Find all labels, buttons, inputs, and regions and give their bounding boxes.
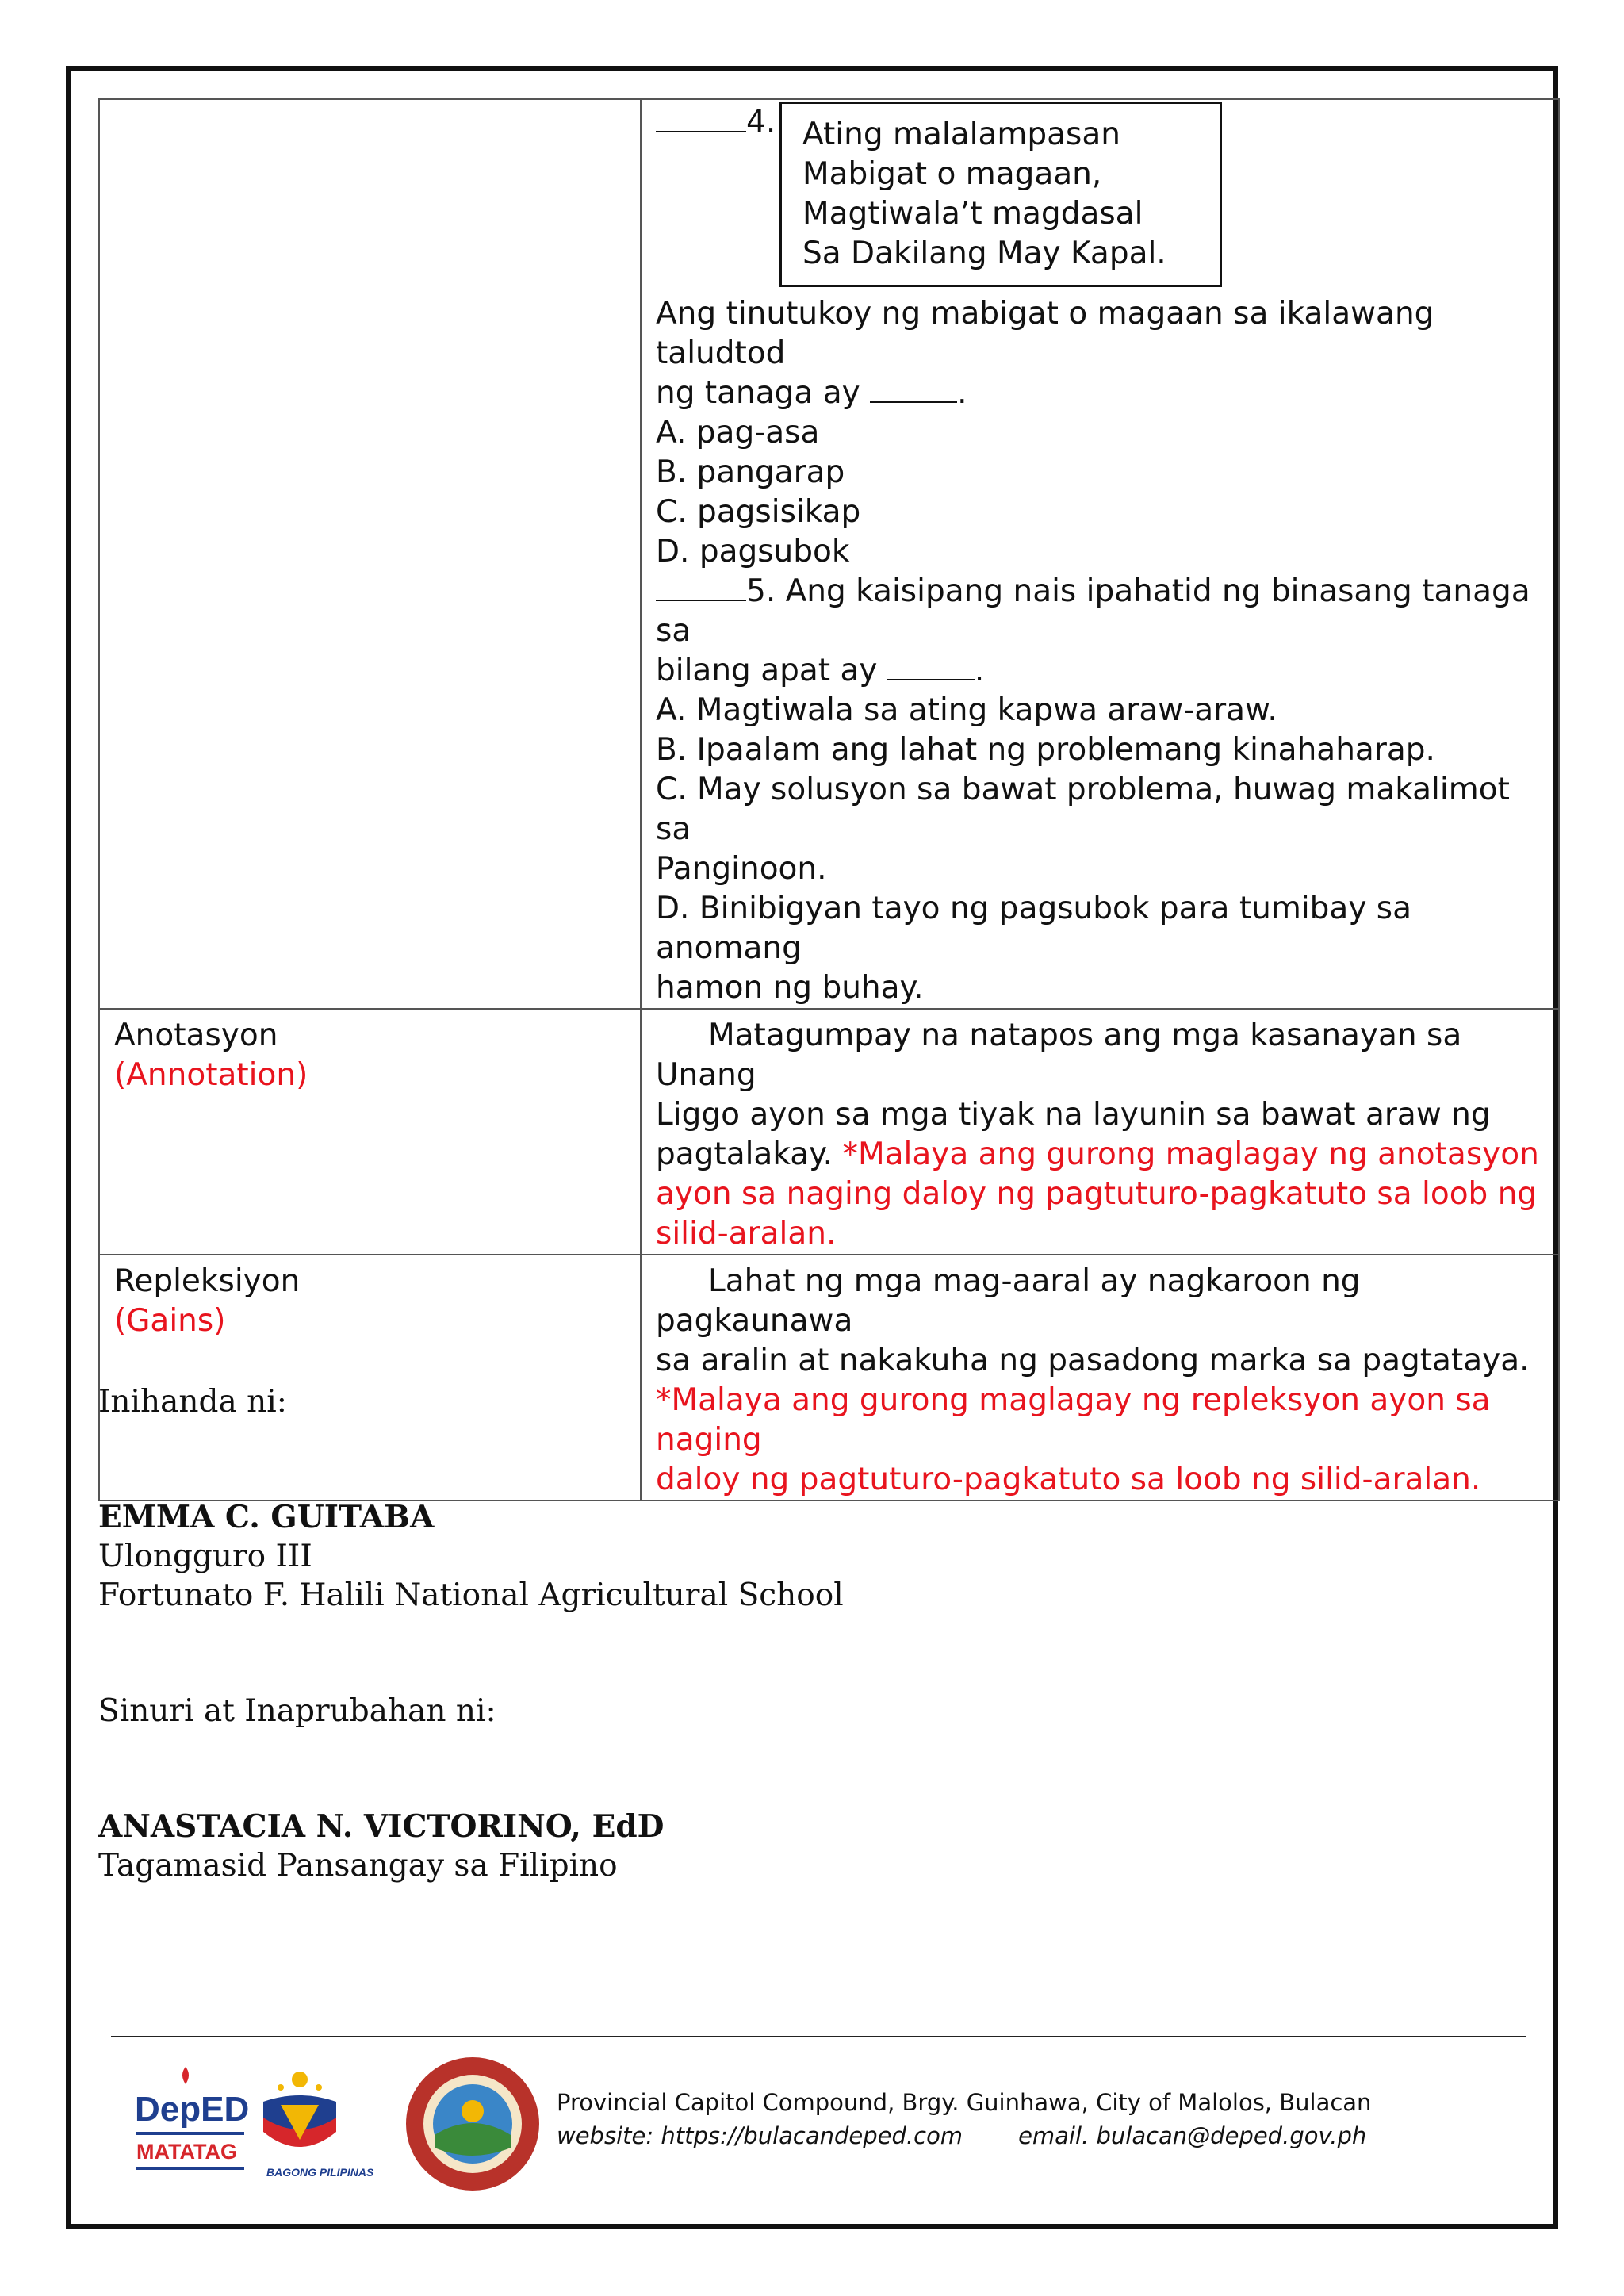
annotation-label: Anotasyon bbox=[114, 1018, 278, 1053]
choice-d: D. pagsubok bbox=[656, 534, 850, 569]
annotation-label-en: (Annotation) bbox=[114, 1057, 308, 1093]
choice-c-cont: Panginoon. bbox=[656, 851, 827, 887]
footer-email[interactable]: email. bulacan@deped.gov.ph bbox=[1018, 2122, 1367, 2149]
annotation-note: silid-aralan. bbox=[656, 1216, 837, 1251]
question-5-stem-cont: bilang apat ay . bbox=[656, 653, 985, 688]
choice-c: C. May solusyon sa bawat problema, huwag makalimot sa bbox=[656, 772, 1510, 847]
question-4-number: 4. bbox=[656, 103, 776, 143]
annotation-text: Liggo ayon sa mga tiyak na layunin sa bawat araw ng bbox=[656, 1097, 1491, 1133]
tanaga-poem-box bbox=[779, 102, 1222, 287]
choice-a: A. pag-asa bbox=[656, 415, 820, 450]
lesson-plan-table bbox=[98, 98, 1560, 1501]
reflection-note: *Malaya ang gurong maglagay ng repleksyon ayon sa naging bbox=[656, 1382, 1491, 1458]
poem-line: Magtiwala’t magdasal bbox=[802, 196, 1143, 232]
annotation-row bbox=[99, 1009, 1559, 1255]
footer-web-email bbox=[557, 2119, 1508, 2152]
poem-line: Mabigat o magaan, bbox=[802, 156, 1102, 192]
question-4-header bbox=[656, 100, 1544, 294]
annotation-content-cell bbox=[641, 1009, 1559, 1255]
poem-line: Ating malalampasan bbox=[802, 117, 1120, 152]
footer-contact bbox=[557, 2086, 1508, 2152]
reflection-label-en: (Gains) bbox=[114, 1303, 226, 1339]
footer-logos bbox=[130, 2056, 542, 2195]
question-5-stem: 5. Ang kaisipang nais ipahatid ng binasang tanaga sa bbox=[656, 573, 1530, 649]
footer-website[interactable]: website: https://bulacandeped.com bbox=[557, 2122, 963, 2149]
preparer-title: Ulongguro III bbox=[98, 1539, 312, 1574]
question-4-stem: Ang tinutukoy ng mabigat o magaan sa ikalawang taludtod bbox=[656, 296, 1434, 371]
matatag-logo-text: MATATAG bbox=[136, 2140, 237, 2164]
prepared-by-label: Inihanda ni: bbox=[98, 1384, 287, 1420]
question-5 bbox=[656, 572, 1544, 1008]
division-seal-logo bbox=[406, 2057, 539, 2191]
choice-a: A. Magtiwala sa ating kapwa araw-araw. bbox=[656, 692, 1277, 728]
annotation-note: *Malaya ang gurong maglagay ng anotasyon bbox=[842, 1137, 1539, 1172]
approver-title: Tagamasid Pansangay sa Filipino bbox=[98, 1848, 618, 1884]
reflection-text: sa aralin at nakakuha ng pasadong marka sa pagtataya. bbox=[656, 1343, 1530, 1378]
answer-blank bbox=[656, 573, 746, 601]
questions-cell bbox=[641, 99, 1559, 1009]
preparer-name: EMMA C. GUITABA bbox=[98, 1499, 435, 1535]
annotation-text: Matagumpay na natapos ang mga kasanayan sa Unang bbox=[656, 1018, 1462, 1093]
answer-blank bbox=[656, 104, 746, 132]
deped-logo-text: DepED bbox=[135, 2090, 250, 2129]
reflection-note: daloy ng pagtuturo-pagkatuto sa loob ng silid-aralan. bbox=[656, 1462, 1481, 1497]
choice-d-cont: hamon ng buhay. bbox=[656, 970, 924, 1006]
questions-row bbox=[99, 99, 1559, 1009]
choice-b: B. Ipaalam ang lahat ng problemang kinahaharap. bbox=[656, 732, 1435, 768]
choice-c: C. pagsisikap bbox=[656, 494, 861, 530]
bagong-pilipinas-text: BAGONG PILIPINAS bbox=[266, 2166, 374, 2179]
empty-label-cell bbox=[99, 99, 641, 1009]
annotation-note: ayon sa naging daloy ng pagtuturo-pagkatuto sa loob ng bbox=[656, 1176, 1538, 1212]
footer-address: Provincial Capitol Compound, Brgy. Guinhawa, City of Malolos, Bulacan bbox=[557, 2089, 1372, 2116]
poem-line: Sa Dakilang May Kapal. bbox=[802, 236, 1166, 271]
bagong-pilipinas-logo bbox=[263, 2072, 374, 2179]
annotation-label-cell bbox=[99, 1009, 641, 1255]
choice-d: D. Binibigyan tayo ng pagsubok para tumibay sa anomang bbox=[656, 891, 1412, 966]
deped-matatag-logo bbox=[133, 2067, 249, 2170]
choice-b: B. pangarap bbox=[656, 454, 845, 490]
approved-by-label: Sinuri at Inaprubahan ni: bbox=[98, 1693, 496, 1729]
preparer-school: Fortunato F. Halili National Agricultural School bbox=[98, 1577, 844, 1613]
approver-name: ANASTACIA N. VICTORINO, EdD bbox=[98, 1808, 665, 1845]
question-4-stem-cont: ng tanaga ay . bbox=[656, 375, 967, 411]
answer-blank bbox=[887, 652, 975, 680]
answer-blank bbox=[870, 374, 957, 403]
signature-block bbox=[98, 1382, 1288, 1885]
footer-divider bbox=[111, 2036, 1526, 2037]
reflection-label: Repleksiyon bbox=[114, 1263, 301, 1299]
reflection-text: Lahat ng mga mag-aaral ay nagkaroon ng pagkaunawa bbox=[656, 1263, 1361, 1339]
annotation-text: pagtalakay. *Malaya ang gurong maglagay ng anotasyon bbox=[656, 1137, 1539, 1172]
logo-group bbox=[130, 2056, 542, 2195]
question-4-body bbox=[656, 294, 1544, 572]
